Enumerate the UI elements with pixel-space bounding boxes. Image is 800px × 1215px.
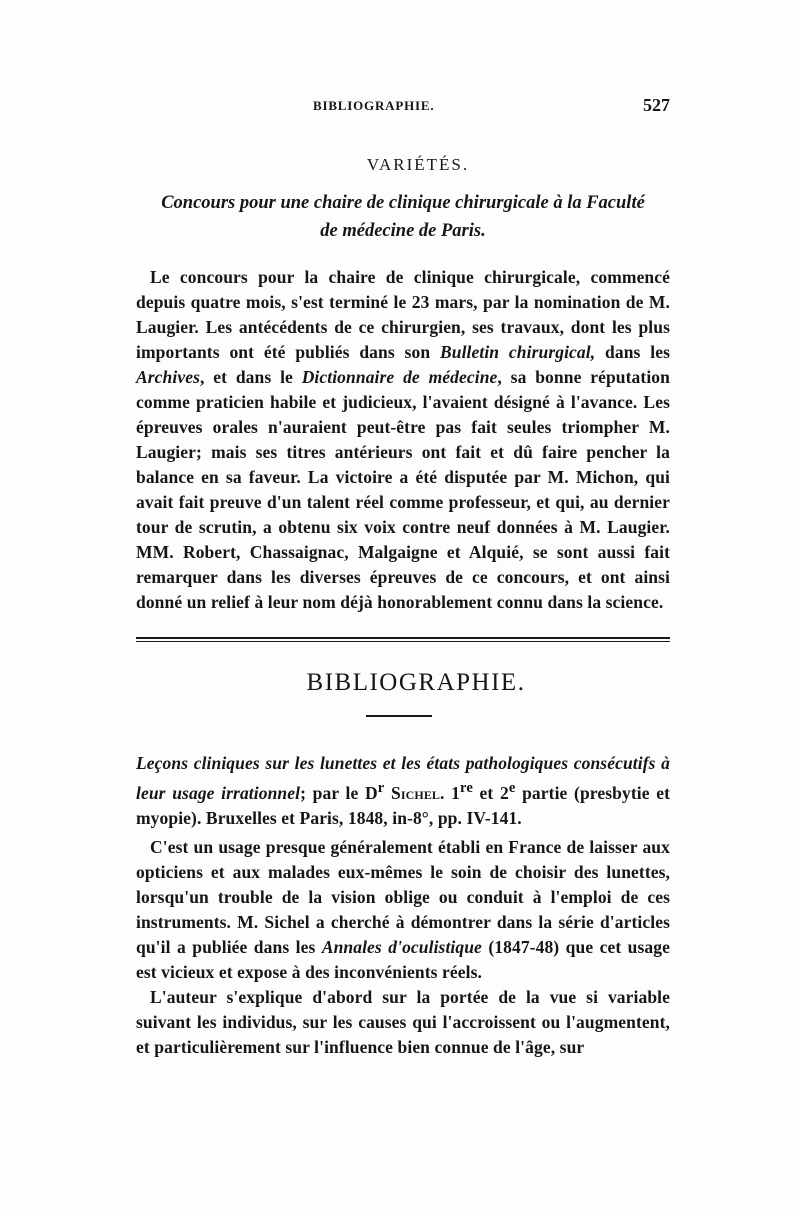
- dictionnaire-ref: Dictionnaire de médecine: [301, 367, 498, 387]
- author-name: Sichel: [391, 782, 441, 803]
- varietes-article-title: [136, 189, 670, 245]
- review-reference: [136, 751, 670, 831]
- journal-page: [136, 95, 671, 1060]
- text-run: dans les: [595, 342, 670, 362]
- reviewed-book-title: Leçons cliniques sur les lunettes et les états pathologiques consécutifs à leur usage irrationnel: [136, 753, 670, 803]
- text-run: C'est un usage presque généralement établi en France de laisser aux opticiens et aux malades eux-mêmes le soin de choisir des lunettes, lorsqu'un trouble de la vision oblige ou conduit à l'emploi de ces instruments. M. Sichel a cherché à démontrer dans la série d'articles qu'il a publiée dans les: [136, 836, 670, 957]
- bulletin-chirurgical-ref: Bulletin chirurgical,: [439, 342, 596, 362]
- text-run: ; par le D: [300, 782, 378, 803]
- text-run: , et dans le: [200, 367, 302, 387]
- article-title-line-1: Concours pour une chaire de clinique chirurgicale à la Faculté: [161, 193, 645, 213]
- text-run: partie (presbytie et myopie). Bruxelles et Paris, 1848, in-8°, pp. IV-141.: [136, 782, 671, 828]
- superscript: e: [508, 780, 516, 796]
- divider-thin-line: [136, 641, 670, 642]
- superscript: r: [377, 780, 385, 796]
- text-run: et 2: [472, 782, 509, 803]
- review-body: [136, 835, 670, 1060]
- varietes-heading: VARIÉTÉS.: [366, 155, 470, 174]
- divider-thick-line: [136, 637, 670, 639]
- text-run: (1847-48) que cet usage est vicieux et expose à des inconvénients réels.: [136, 936, 670, 982]
- superscript: re: [460, 780, 473, 796]
- text-run: , sa bonne réputation comme praticien habile et judicieux, l'avaient désigné à l'avance. Les épreuves orales n'auraient peut-être pas fait seules triompher M. Laugier; mais ses titres antérieurs ont fait et dû faire pencher la balance en sa faveur. La victoire a été disputée par M. Michon, qui avait fait preuve d'un talent réel comme professeur, et qui, au dernier tour de scrutin, a obtenu six voix contre neuf données à M. Laugier. MM. Robert, Chassaignac, Malgaigne et Alquié, se sont aussi fait remarquer dans les diverses épreuves de ce concours, et ont ainsi donné un relief à leur nom déjà honorablement connu dans la science.: [136, 367, 670, 612]
- page-number: 527: [643, 95, 670, 115]
- running-title: BIBLIOGRAPHIE.: [313, 98, 435, 113]
- bibliographie-heading: BIBLIOGRAPHIE.: [306, 669, 526, 696]
- review-paragraph-1: [136, 835, 670, 985]
- review-paragraph-2: L'auteur s'explique d'abord sur la portée de la vue si variable suivant les individus, sur les causes qui l'accroissent ou l'augmentent, et particulièrement sur l'influence bien connue de l'âge, sur: [136, 986, 670, 1057]
- archives-ref: Archives: [136, 367, 200, 387]
- section-divider: [136, 637, 670, 643]
- running-head: [136, 95, 670, 122]
- varietes-paragraph: [136, 265, 670, 615]
- short-divider: [366, 715, 432, 717]
- article-title-line-2: de médecine de Paris.: [320, 221, 486, 241]
- text-run: . 1: [440, 782, 461, 803]
- reference-entry: [136, 751, 670, 831]
- text-run: Le concours pour la chaire de clinique chirurgicale, commencé depuis quatre mois, s'est terminé le 23 mars, par la nomination de M. Laugier. Les antécédents de ce chirurgien, ses travaux, dont les plus importants ont été publiés dans son: [136, 267, 670, 362]
- varietes-body: [136, 265, 670, 615]
- annales-ref: Annales d'oculistique: [321, 936, 482, 957]
